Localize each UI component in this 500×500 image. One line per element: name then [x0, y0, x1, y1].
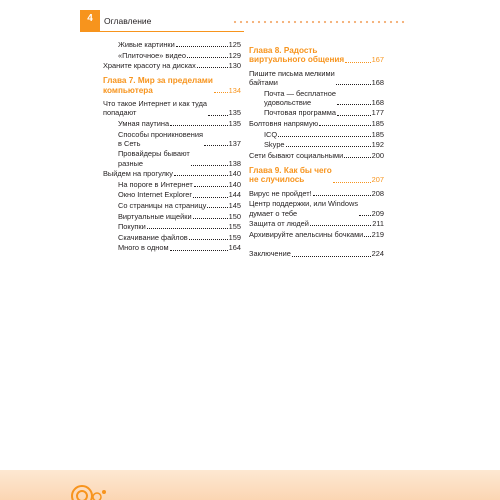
toc-entry-title: Глава 7. Мир за пределами компьютера [103, 76, 213, 95]
toc-page-number: 137 [228, 138, 241, 148]
toc-entry[interactable] [249, 119, 384, 128]
toc-page-number: 129 [228, 50, 241, 60]
toc-page-number: 167 [371, 55, 384, 65]
toc-entry[interactable] [103, 40, 241, 49]
toc-chapter-heading[interactable] [249, 166, 384, 185]
header-dotted-rule [232, 20, 408, 24]
dot-leader [176, 46, 228, 47]
toc-page-number: 200 [371, 150, 384, 160]
dot-leader [174, 175, 228, 176]
dot-leader [278, 136, 371, 137]
toc-page-number: 138 [228, 158, 241, 168]
toc-entry-title: Центр поддержки, или Windows думает о тебе [249, 199, 359, 218]
dot-leader [170, 250, 228, 251]
toc-page-number: 134 [228, 85, 241, 95]
dot-leader [337, 104, 371, 105]
toc-page-number: 219 [371, 229, 384, 239]
toc-entry-title: Вирус не пройдет! [249, 188, 312, 198]
dot-leader [337, 115, 371, 116]
toc-entry[interactable] [249, 249, 384, 258]
toc-entry-title: Архивируйте апельсины бочками [249, 229, 364, 239]
toc-entry-title: Умная паутина [118, 119, 170, 128]
dot-leader [319, 125, 370, 126]
toc-entry-title: Почтовая программа [264, 108, 336, 118]
toc-entry[interactable] [249, 199, 384, 217]
toc-entry[interactable] [249, 89, 384, 107]
toc-entry[interactable] [103, 222, 241, 231]
toc-entry[interactable] [103, 169, 241, 178]
toc-chapter-heading[interactable] [103, 76, 241, 95]
toc-page-number: 135 [228, 108, 241, 118]
dot-leader [191, 165, 228, 166]
toc-entry-title: На пороге в Интернет [118, 179, 193, 189]
toc-entry-title: Провайдеры бывают разные [118, 149, 190, 168]
toc-entry-title: Болтовня напрямую [249, 119, 319, 128]
toc-entry[interactable] [249, 69, 384, 87]
dot-leader [197, 67, 228, 68]
toc-entry-title: Покупки [118, 222, 146, 232]
dot-leader [313, 195, 371, 196]
toc-page-number: 135 [228, 119, 241, 128]
toc-page-number: 185 [371, 129, 384, 139]
toc-page-number: 209 [371, 208, 384, 218]
page-number: 4 [80, 10, 100, 32]
toc-entry-title: Сети бывают социальными [249, 150, 344, 160]
dot-leader [187, 57, 228, 58]
toc-right-column [249, 40, 384, 260]
toc-left-column [103, 40, 241, 254]
dot-leader [204, 145, 228, 146]
toc-entry[interactable] [249, 230, 384, 239]
dot-leader [344, 157, 370, 158]
toc-page-number: 177 [371, 108, 384, 118]
dot-leader [193, 218, 228, 219]
toc-entry-title: Почта — бесплатное удовольствие [264, 88, 336, 107]
dot-leader [359, 215, 371, 216]
toc-page-number: 159 [228, 232, 241, 242]
toc-entry[interactable] [249, 151, 384, 160]
toc-chapter-heading[interactable] [249, 46, 384, 65]
toc-entry[interactable] [249, 219, 384, 228]
toc-entry-title: Со страницы на страницу [118, 200, 207, 210]
toc-entry[interactable] [103, 190, 241, 199]
dot-leader [208, 115, 228, 116]
toc-page-number: 125 [228, 40, 241, 49]
toc-entry[interactable] [249, 108, 384, 117]
toc-entry[interactable] [103, 51, 241, 60]
toc-entry[interactable] [103, 243, 241, 252]
toc-entry[interactable] [103, 119, 241, 128]
toc-page-number: 224 [371, 249, 384, 259]
toc-entry[interactable] [103, 99, 241, 117]
dot-leader [345, 62, 370, 63]
toc-entry[interactable] [103, 212, 241, 221]
dot-leader [214, 92, 228, 93]
toc-entry-title: Много в одном [118, 243, 169, 253]
toc-entry-title: Skype [264, 140, 285, 150]
toc-entry-title: «Плиточное» видео [118, 50, 187, 60]
toc-page-number: 140 [228, 169, 241, 179]
toc-entry-title: Пишите письма мелкими байтами [249, 68, 335, 88]
toc-page-number: 168 [371, 97, 384, 107]
dot-leader [364, 236, 370, 237]
dot-leader [286, 146, 371, 147]
toc-page-number: 192 [371, 140, 384, 150]
page-title: Оглавление [104, 16, 152, 26]
toc-page-number: 145 [228, 200, 241, 210]
toc-page-number: 208 [371, 188, 384, 198]
toc-entry-title: Способы проникновения в Сеть [118, 129, 203, 148]
toc-entry-title: Выйдем на прогулку [103, 169, 173, 179]
dot-leader [170, 125, 228, 126]
toc-entry[interactable] [249, 140, 384, 149]
toc-page-number: 140 [228, 179, 241, 189]
toc-page-number: 211 [372, 219, 384, 229]
toc-entry-title: Глава 8. Радость виртуального общения [249, 46, 345, 65]
dot-leader [207, 207, 227, 208]
dot-leader [147, 228, 228, 229]
dot-leader [193, 197, 228, 198]
dot-leader [336, 84, 371, 85]
toc-entry-title: Заключение [249, 249, 291, 259]
dot-leader [310, 225, 371, 226]
toc-entry[interactable] [249, 189, 384, 198]
dot-leader [333, 182, 371, 183]
toc-entry-title: Живые картинки [118, 40, 175, 49]
toc-page-number: 185 [371, 119, 384, 128]
toc-entry[interactable] [249, 130, 384, 139]
toc-page-number: 150 [228, 211, 241, 221]
dot-leader [189, 239, 228, 240]
toc-page-number: 144 [228, 190, 241, 200]
header-rule [100, 31, 244, 32]
toc-page-number: 207 [371, 175, 384, 185]
toc-entry-title: Скачивание файлов [118, 232, 188, 242]
orange-circles-icon [70, 472, 110, 500]
toc-entry-title: Окно Internet Explorer [118, 190, 192, 200]
toc-entry-title: Глава 9. Как бы чего не случилось [249, 165, 332, 185]
toc-entry[interactable] [103, 149, 241, 167]
dot-leader [292, 256, 371, 257]
toc-entry[interactable] [103, 233, 241, 242]
toc-entry-title: Виртуальные ищейки [118, 211, 192, 221]
dot-leader [194, 186, 228, 187]
toc-entry-title: Что такое Интернет и как туда попадают [103, 99, 208, 118]
toc-entry-title: Храните красоту на дисках [103, 61, 196, 71]
toc-page-number: 164 [228, 243, 241, 253]
toc-page-number: 130 [228, 61, 241, 71]
toc-entry-title: ICQ [264, 129, 278, 139]
toc-page-number: 155 [228, 222, 241, 232]
toc-entry[interactable] [103, 201, 241, 210]
toc-entry[interactable] [103, 180, 241, 189]
toc-gap [249, 240, 384, 249]
toc-entry[interactable] [103, 130, 241, 148]
toc-page-number: 168 [371, 78, 384, 88]
toc-entry-title: Защита от людей [249, 219, 309, 229]
toc-entry[interactable] [103, 61, 241, 70]
